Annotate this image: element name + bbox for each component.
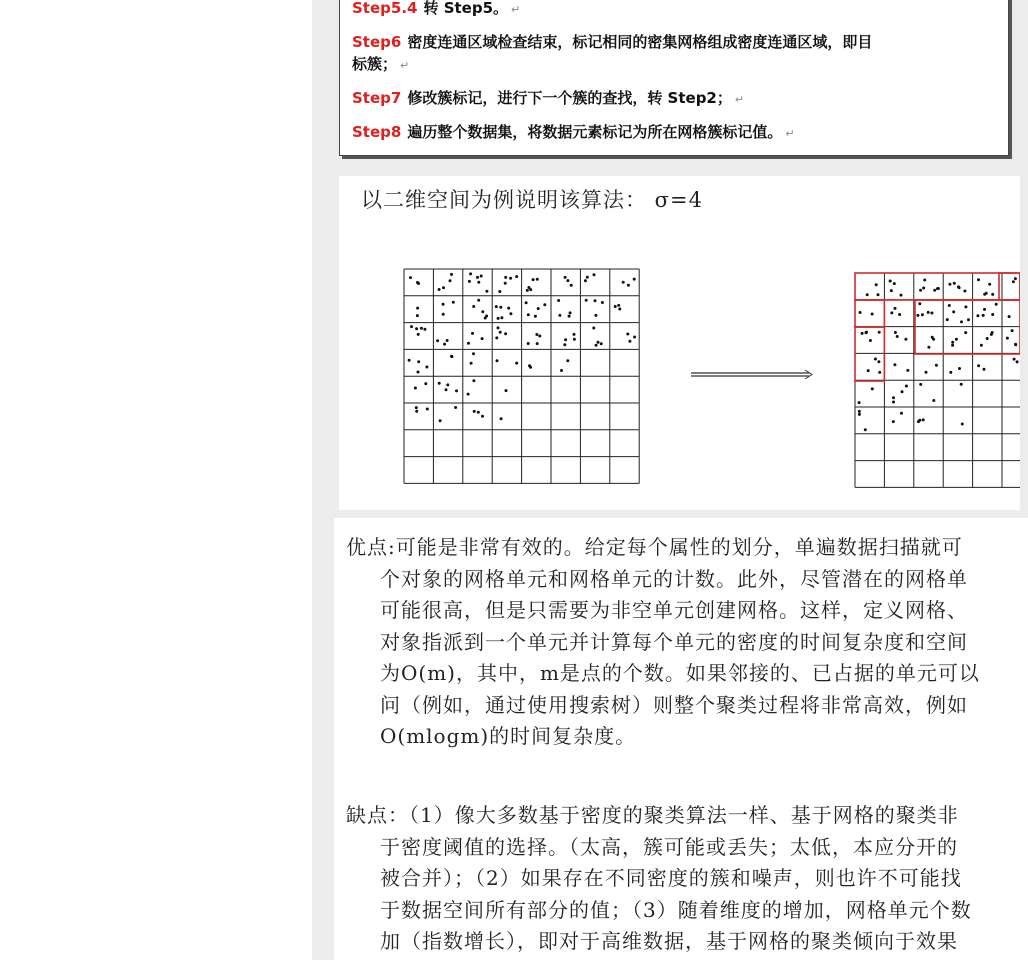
- data-point: [446, 339, 449, 342]
- data-point: [438, 288, 441, 291]
- data-point: [948, 283, 951, 286]
- data-point: [454, 406, 457, 409]
- data-point: [983, 308, 986, 311]
- data-point: [892, 396, 895, 399]
- data-point: [627, 284, 630, 287]
- data-point: [438, 382, 441, 385]
- data-point: [420, 327, 423, 330]
- data-point: [878, 331, 881, 334]
- data-point: [922, 287, 925, 290]
- data-point: [995, 303, 998, 306]
- data-point: [858, 413, 861, 416]
- algorithm-steps-box: [339, 0, 1009, 156]
- data-point: [436, 339, 439, 342]
- data-point: [874, 358, 877, 361]
- figure-caption: 以二维空间为例说明该算法： σ=4: [361, 188, 703, 212]
- data-point: [961, 423, 964, 426]
- data-point: [477, 281, 480, 284]
- data-point: [866, 293, 869, 296]
- data-point: [892, 420, 895, 423]
- data-point: [476, 276, 479, 279]
- data-point: [917, 420, 920, 423]
- data-point: [509, 312, 512, 315]
- data-point: [424, 382, 427, 385]
- data-point: [889, 280, 892, 283]
- data-point: [477, 299, 480, 302]
- data-point: [538, 335, 541, 338]
- data-point: [500, 316, 503, 319]
- text-line: 被合并）；（2）如果存在不同密度的簇和噪声，则也许不可能找: [380, 866, 962, 890]
- data-point: [481, 310, 484, 313]
- text-line: 个对象的网格单元和网格单元的计数。此外，尽管潜在的网格单: [380, 566, 968, 591]
- left-margin: [0, 0, 312, 960]
- data-point: [415, 410, 418, 413]
- data-point: [925, 371, 928, 374]
- data-point: [893, 363, 896, 366]
- document-page: [312, 0, 1028, 960]
- data-point: [633, 278, 636, 281]
- data-point: [442, 303, 445, 306]
- data-point: [626, 333, 629, 336]
- data-point: [878, 371, 881, 374]
- data-point: [922, 418, 925, 421]
- data-point: [1014, 277, 1017, 280]
- data-point: [985, 292, 988, 295]
- data-point: [921, 313, 924, 316]
- data-point: [877, 293, 880, 296]
- data-point: [991, 331, 994, 334]
- data-point: [529, 366, 532, 369]
- disadvantages-paragraph: [346, 800, 972, 958]
- data-point: [499, 306, 502, 309]
- data-point: [597, 341, 600, 344]
- data-point: [585, 299, 588, 302]
- data-point: [480, 275, 483, 278]
- data-point: [964, 331, 967, 334]
- data-point: [477, 411, 480, 414]
- text-line: 为O(m)，其中，m是点的个数。如果邻接的、已占据的单元可以: [380, 661, 980, 685]
- step-6-continued: 标簇； ↵: [352, 55, 410, 73]
- data-point: [443, 343, 446, 346]
- data-point: [916, 314, 919, 317]
- data-point: [564, 276, 567, 279]
- text-line: 缺点：（1）像大多数基于密度的聚类算法一样、基于网格的聚类非: [346, 803, 959, 827]
- data-point: [869, 339, 872, 342]
- data-point: [455, 389, 458, 392]
- data-point: [569, 311, 572, 314]
- data-point: [468, 280, 471, 283]
- text-line: 于数据空间所有部分的值；（3）随着维度的增加，网格单元个数: [380, 897, 972, 922]
- text-body: [334, 518, 1028, 960]
- data-point: [536, 278, 539, 281]
- data-point: [1011, 329, 1014, 332]
- data-point: [919, 383, 922, 386]
- data-point: [570, 284, 573, 287]
- data-point: [622, 281, 625, 284]
- data-point: [904, 338, 907, 341]
- data-point: [864, 428, 867, 431]
- data-point: [415, 327, 418, 330]
- data-point: [535, 333, 538, 336]
- grid-clustering-figure: [339, 176, 1020, 510]
- data-point: [991, 313, 994, 316]
- data-point: [861, 332, 864, 335]
- data-point: [986, 337, 989, 340]
- data-point: [867, 369, 870, 372]
- data-point: [858, 410, 861, 413]
- data-point: [948, 304, 951, 307]
- data-point: [894, 307, 897, 310]
- grid-diagram: [339, 176, 1020, 510]
- grid-before: [404, 269, 639, 483]
- data-point: [442, 313, 445, 316]
- data-point: [566, 279, 569, 282]
- data-point: [893, 282, 896, 285]
- data-point: [1013, 358, 1016, 361]
- data-point: [927, 311, 930, 314]
- data-point: [905, 385, 908, 388]
- data-point: [414, 387, 417, 390]
- data-point: [515, 275, 518, 278]
- data-point: [901, 390, 904, 393]
- data-point: [617, 304, 620, 307]
- data-point: [628, 340, 631, 343]
- data-point: [898, 313, 901, 316]
- data-point: [988, 283, 991, 286]
- data-point: [871, 387, 874, 390]
- data-point: [568, 315, 571, 318]
- data-point: [946, 318, 949, 321]
- data-point: [858, 401, 861, 404]
- data-point: [537, 307, 540, 310]
- data-point: [509, 277, 512, 280]
- data-point: [614, 305, 617, 308]
- data-point: [1006, 337, 1009, 340]
- transition-arrow: [691, 370, 812, 379]
- data-point: [410, 325, 413, 328]
- data-point: [875, 283, 878, 286]
- data-point: [877, 360, 880, 363]
- data-point: [525, 301, 528, 304]
- data-point: [417, 360, 420, 363]
- data-point: [1012, 280, 1015, 283]
- data-point: [467, 342, 470, 345]
- data-point: [1014, 343, 1017, 346]
- data-point: [977, 364, 980, 367]
- data-point: [536, 342, 539, 345]
- data-point: [600, 342, 603, 345]
- data-point: [499, 331, 502, 334]
- data-point: [932, 338, 935, 341]
- data-point: [592, 327, 595, 330]
- data-point: [495, 305, 498, 308]
- data-point: [495, 336, 498, 339]
- data-point: [960, 320, 963, 323]
- data-point: [481, 415, 484, 418]
- text-line: 可能很高，但是只需要为非空单元创建网格。这样，定义网格、: [380, 598, 968, 622]
- data-point: [937, 287, 940, 290]
- data-point: [584, 279, 587, 282]
- data-point: [442, 286, 445, 289]
- data-point: [472, 379, 475, 382]
- data-point: [473, 410, 476, 413]
- data-point: [450, 355, 453, 358]
- data-point: [618, 308, 621, 311]
- data-point: [471, 332, 474, 335]
- data-point: [500, 417, 503, 420]
- data-point: [497, 317, 500, 320]
- data-point: [415, 406, 418, 409]
- data-point: [991, 293, 994, 296]
- data-point: [932, 399, 935, 402]
- data-point: [951, 344, 954, 347]
- grid-after: [855, 273, 1020, 487]
- data-point: [871, 313, 874, 316]
- data-point: [409, 276, 412, 279]
- data-point: [977, 278, 980, 281]
- data-point: [497, 326, 500, 329]
- data-point: [976, 314, 979, 317]
- data-point: [967, 318, 970, 321]
- data-point: [467, 393, 470, 396]
- data-point: [481, 337, 484, 340]
- data-point: [505, 389, 508, 392]
- step-7: Step7 修改簇标记，进行下一个簇的查找，转 Step2； ↵: [352, 89, 745, 107]
- data-point: [983, 368, 986, 371]
- data-point: [560, 369, 563, 372]
- data-point: [573, 338, 576, 341]
- data-point: [894, 331, 897, 334]
- data-point: [416, 314, 419, 317]
- data-point: [953, 282, 956, 285]
- data-point: [408, 359, 411, 362]
- data-point: [573, 333, 576, 336]
- data-point: [472, 305, 475, 308]
- data-point: [557, 299, 560, 302]
- data-point: [564, 338, 567, 341]
- data-point: [543, 303, 546, 306]
- data-point: [485, 315, 488, 318]
- data-point: [918, 302, 921, 305]
- data-point: [933, 289, 936, 292]
- data-point: [423, 328, 426, 331]
- data-point: [416, 307, 419, 310]
- data-point: [957, 285, 960, 288]
- data-point: [982, 314, 985, 317]
- data-point: [593, 273, 596, 276]
- data-point: [470, 362, 473, 365]
- data-point: [498, 290, 501, 293]
- data-point: [496, 359, 499, 362]
- data-point: [633, 336, 636, 339]
- data-point: [1008, 315, 1011, 318]
- data-point: [504, 282, 507, 285]
- text-line: 优点:可能是非常有效的。给定每个属性的划分，单遍数据扫描就可: [346, 535, 963, 559]
- text-line: 于密度阈值的选择。（太高，簇可能或丢失；太低，本应分开的: [380, 834, 958, 859]
- data-point: [601, 301, 604, 304]
- data-point: [526, 289, 529, 292]
- step-8: Step8 遍历整个数据集，将数据元素标记为所在网格簇标记值。 ↵: [352, 123, 795, 141]
- step-5-4: Step5.4 转 Step5。 ↵: [352, 0, 521, 17]
- data-point: [949, 371, 952, 374]
- data-point: [504, 276, 507, 279]
- data-point: [472, 352, 475, 355]
- data-point: [963, 290, 966, 293]
- cluster-outline: [855, 273, 1020, 300]
- data-point: [964, 305, 967, 308]
- data-point: [958, 367, 961, 370]
- data-point: [930, 312, 933, 315]
- data-point: [450, 273, 453, 276]
- step-6: Step6 密度连通区域检查结束，标记相同的密集网格组成密度连通区域，即目: [352, 33, 873, 51]
- data-point: [586, 276, 589, 279]
- data-point: [558, 314, 561, 317]
- data-point: [594, 299, 597, 302]
- data-point: [923, 279, 926, 282]
- data-point: [919, 289, 922, 292]
- data-point: [449, 279, 452, 282]
- data-point: [960, 383, 963, 386]
- data-point: [563, 343, 566, 346]
- data-point: [595, 344, 598, 347]
- data-point: [416, 281, 419, 284]
- data-point: [534, 315, 537, 318]
- data-point: [890, 311, 893, 314]
- data-point: [935, 364, 938, 367]
- data-point: [529, 288, 532, 291]
- text-line: 加（指数增长），即对于高维数据，基于网格的聚类倾向于效果: [380, 929, 958, 953]
- data-point: [527, 342, 530, 345]
- data-point: [425, 366, 428, 369]
- data-point: [955, 338, 958, 341]
- data-point: [445, 388, 448, 391]
- data-point: [532, 278, 535, 281]
- data-point: [469, 272, 472, 275]
- data-point: [426, 408, 429, 411]
- data-point: [507, 307, 510, 310]
- data-point: [485, 290, 488, 293]
- data-point: [417, 333, 420, 336]
- data-point: [446, 383, 449, 386]
- data-point: [906, 369, 909, 372]
- text-line: O(mlogm)的时间复杂度。: [380, 724, 637, 748]
- data-point: [927, 346, 930, 349]
- data-point: [527, 313, 530, 316]
- data-point: [890, 289, 893, 292]
- data-point: [515, 362, 518, 365]
- advantages-paragraph: [346, 532, 980, 753]
- data-point: [566, 359, 569, 362]
- data-point: [951, 341, 954, 344]
- data-point: [439, 419, 442, 422]
- data-point: [417, 371, 420, 374]
- data-point: [892, 401, 895, 404]
- data-point: [1016, 360, 1019, 363]
- data-point: [952, 310, 955, 313]
- data-point: [896, 335, 899, 338]
- data-point: [594, 314, 597, 317]
- data-point: [504, 332, 507, 335]
- data-point: [980, 344, 983, 347]
- data-point: [865, 331, 868, 334]
- data-point: [859, 311, 862, 314]
- data-point: [452, 301, 455, 304]
- text-line: 对象指派到一个单元并计算每个单元的密度的时间复杂度和空间: [380, 629, 968, 654]
- data-point: [900, 412, 903, 415]
- data-point: [900, 294, 903, 297]
- text-line: 问（例如，通过使用搜索树）则整个聚类过程将非常高效，例如: [380, 692, 968, 717]
